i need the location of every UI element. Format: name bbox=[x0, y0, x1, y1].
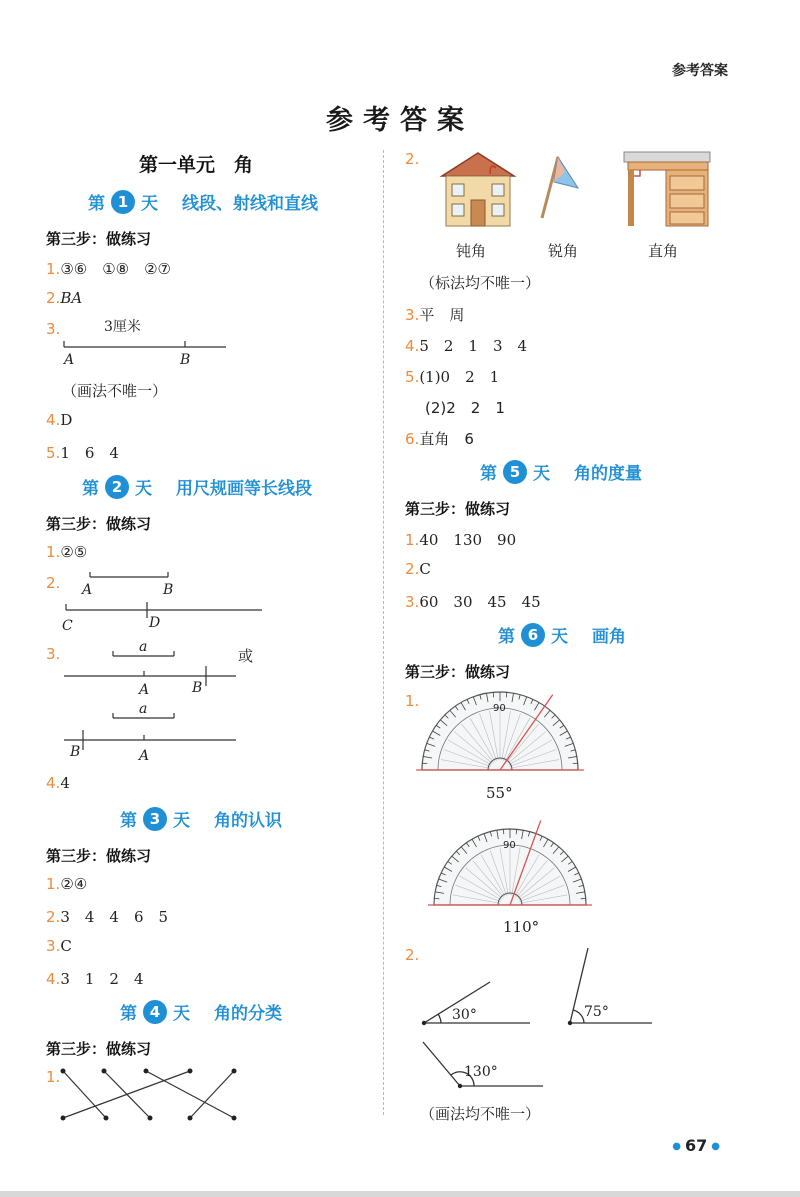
answer-text: C bbox=[419, 560, 431, 578]
question-number: 3. bbox=[46, 645, 61, 663]
question-number: 3. bbox=[46, 320, 61, 338]
picture-label-acute: 锐角 bbox=[548, 242, 579, 260]
day-number-badge: 4 bbox=[143, 1000, 167, 1024]
step-label: 第三步：做练习 bbox=[46, 847, 152, 865]
question-number: 3. bbox=[405, 593, 420, 611]
right-q5-part2: (2)2 2 1 bbox=[425, 399, 505, 417]
question-number: 2. bbox=[46, 574, 61, 592]
point-b-label: B bbox=[192, 680, 203, 696]
day-suffix: 天 bbox=[551, 627, 568, 647]
question-number: 1. bbox=[46, 1068, 61, 1086]
day-suffix: 天 bbox=[135, 479, 152, 499]
day-suffix: 天 bbox=[173, 811, 190, 831]
point-a-label: A bbox=[82, 582, 93, 598]
page-title: 参考答案 bbox=[326, 105, 474, 136]
question-number: 5. bbox=[46, 444, 61, 462]
segment-a-label: a bbox=[139, 701, 148, 717]
dot-icon: ● bbox=[711, 1141, 720, 1152]
answer-text: 3 4 4 6 5 bbox=[60, 908, 169, 926]
or-label: 或 bbox=[238, 647, 254, 665]
question-number: 1. bbox=[405, 692, 420, 710]
picture-label-obtuse: 钝角 bbox=[456, 242, 487, 260]
day-suffix: 天 bbox=[533, 464, 550, 484]
day-title: 画角 bbox=[592, 627, 626, 647]
page-number-text: 67 bbox=[685, 1136, 708, 1155]
angle-130-arm bbox=[423, 1042, 460, 1086]
protractor-90-label: 90 bbox=[493, 703, 506, 714]
answer-text: 60 30 45 45 bbox=[419, 593, 541, 611]
point-d-label: D bbox=[149, 615, 161, 631]
angle-30-arc bbox=[438, 1014, 441, 1023]
match-dot bbox=[232, 1116, 237, 1121]
answer-text: 5 2 1 3 4 bbox=[419, 337, 528, 355]
step-label: 第三步：做练习 bbox=[405, 663, 511, 681]
question-number: 2. bbox=[405, 946, 420, 964]
segment-a-label: a bbox=[139, 639, 148, 655]
question-number: 2. bbox=[46, 908, 61, 926]
question-number: 2. bbox=[46, 289, 61, 307]
question-number: 2. bbox=[405, 150, 420, 168]
drawing-note: （画法均不唯一） bbox=[420, 1105, 541, 1123]
match-dot bbox=[148, 1116, 153, 1121]
point-b-label: B bbox=[180, 352, 191, 368]
question-number: 1. bbox=[46, 875, 61, 893]
question-number: 4. bbox=[405, 337, 420, 355]
match-dot bbox=[188, 1116, 193, 1121]
vertex-dot bbox=[458, 1084, 462, 1088]
question-number: 6. bbox=[405, 430, 420, 448]
angle-55-label: 55° bbox=[486, 784, 513, 802]
day-suffix: 天 bbox=[141, 194, 158, 214]
answer-text: 平 周 bbox=[419, 306, 465, 324]
day-number-badge: 1 bbox=[111, 190, 135, 214]
vertex-dot bbox=[422, 1021, 426, 1025]
answer-text: ②⑤ bbox=[60, 543, 88, 561]
day-title: 角的认识 bbox=[214, 811, 282, 831]
answer-text: 直角 6 bbox=[419, 430, 474, 448]
day-prefix: 第 bbox=[120, 1004, 137, 1024]
question-number: 4. bbox=[46, 774, 61, 792]
day-prefix: 第 bbox=[120, 811, 137, 831]
question-number: 3. bbox=[405, 306, 420, 324]
question-number: 3. bbox=[46, 937, 61, 955]
angle-110-label: 110° bbox=[503, 918, 540, 936]
answer-text: D bbox=[60, 411, 73, 429]
vertex-dot bbox=[568, 1021, 572, 1025]
answer-text: 40 130 90 bbox=[419, 531, 517, 549]
day-number-badge: 6 bbox=[521, 623, 545, 647]
day-prefix: 第 bbox=[498, 627, 515, 647]
day-prefix: 第 bbox=[88, 194, 105, 214]
match-dot bbox=[61, 1116, 66, 1121]
angle-75-label: 75° bbox=[584, 1004, 609, 1020]
question-number: 5. bbox=[405, 368, 420, 386]
day-suffix: 天 bbox=[173, 1004, 190, 1024]
question-number: 2. bbox=[405, 560, 420, 578]
answer-text: 4 bbox=[60, 774, 70, 792]
dot-icon: ● bbox=[672, 1141, 681, 1152]
protractor-90-label: 90 bbox=[503, 840, 516, 851]
labeling-note: （标法均不唯一） bbox=[420, 274, 541, 292]
point-b-label: B bbox=[70, 744, 81, 760]
question-number: 1. bbox=[46, 543, 61, 561]
corner-label: 参考答案 bbox=[672, 63, 728, 79]
step-label: 第三步：做练习 bbox=[405, 500, 511, 518]
page-number bbox=[668, 1136, 724, 1155]
day-title: 线段、射线和直线 bbox=[182, 194, 318, 214]
day-number-badge: 5 bbox=[503, 460, 527, 484]
step-label: 第三步：做练习 bbox=[46, 515, 152, 533]
question-number: 4. bbox=[46, 411, 61, 429]
answer-text: 3 1 2 4 bbox=[60, 970, 144, 988]
day-title: 用尺规画等长线段 bbox=[176, 479, 312, 499]
unit-title: 第一单元 角 bbox=[138, 154, 253, 176]
question-number: 1. bbox=[46, 260, 61, 278]
step-label: 第三步：做练习 bbox=[46, 230, 152, 248]
picture-label-right: 直角 bbox=[648, 242, 679, 260]
point-a-label: A bbox=[139, 748, 150, 764]
day-number-badge: 3 bbox=[143, 807, 167, 831]
question-number: 1. bbox=[405, 531, 420, 549]
angle-75-arc bbox=[573, 1010, 584, 1023]
point-a-label: A bbox=[139, 682, 150, 698]
answer-text: 1 6 4 bbox=[60, 444, 119, 462]
answer-text: ③⑥ ①⑧ ②⑦ bbox=[60, 260, 171, 278]
day-title: 角的分类 bbox=[214, 1004, 282, 1024]
day-title: 角的度量 bbox=[574, 464, 642, 484]
point-c-label: C bbox=[62, 618, 73, 634]
point-a-label: A bbox=[64, 352, 75, 368]
answer-text: ②④ bbox=[60, 875, 88, 893]
step-label: 第三步：做练习 bbox=[46, 1040, 152, 1058]
segment-length-label: 3厘米 bbox=[104, 319, 141, 335]
match-dot bbox=[104, 1116, 109, 1121]
drawing-note: （画法不唯一） bbox=[62, 382, 168, 400]
question-number: 4. bbox=[46, 970, 61, 988]
answer-text: BA bbox=[60, 289, 83, 307]
answer-text: (1)0 2 1 bbox=[419, 368, 500, 386]
day-prefix: 第 bbox=[480, 464, 497, 484]
angle-130-label: 130° bbox=[464, 1064, 498, 1080]
answer-text: C bbox=[60, 937, 72, 955]
point-b-label: B bbox=[163, 582, 174, 598]
bottom-edge bbox=[0, 1191, 800, 1197]
day-prefix: 第 bbox=[82, 479, 99, 499]
day-number-badge: 2 bbox=[105, 475, 129, 499]
angle-30-label: 30° bbox=[452, 1007, 477, 1023]
